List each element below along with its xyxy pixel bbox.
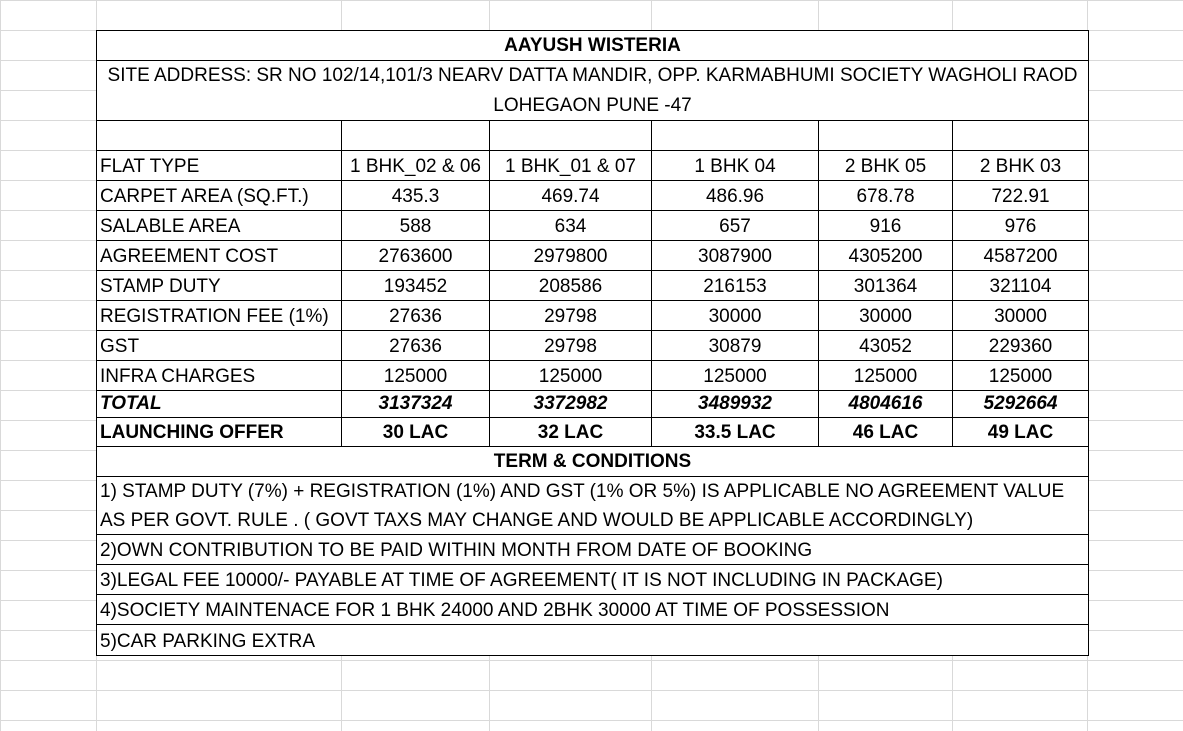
value-cell[interactable]: 43052 [819, 331, 953, 360]
total-row [97, 391, 1088, 418]
flat-type-row [97, 151, 1088, 181]
value-cell[interactable]: 722.91 [991, 186, 1050, 207]
empty-cell[interactable] [342, 121, 490, 150]
row-label[interactable]: INFRA CHARGES [97, 361, 342, 390]
total-cell[interactable]: 4804616 [819, 391, 953, 417]
terms-title[interactable]: TERM & CONDITIONS [493, 451, 692, 472]
term-row [97, 625, 1088, 655]
project-title[interactable]: AAYUSH WISTERIA [504, 35, 681, 56]
launching-offer-row [97, 418, 1088, 447]
row-label[interactable]: SALABLE AREA [97, 211, 342, 240]
value-cell[interactable]: 634 [490, 211, 652, 240]
empty-cell[interactable] [652, 121, 819, 150]
carpet-area-row [97, 181, 1088, 211]
row-label[interactable]: LAUNCHING OFFER [97, 418, 342, 446]
row-label[interactable]: TOTAL [97, 391, 342, 417]
value-cell[interactable]: 976 [1004, 216, 1037, 237]
value-cell[interactable]: 216153 [652, 271, 819, 300]
salable-area-row [97, 211, 1088, 241]
stamp-duty-row [97, 271, 1088, 301]
value-cell[interactable]: 29798 [490, 331, 652, 360]
offer-cell[interactable]: 32 LAC [490, 418, 652, 446]
gst-row [97, 331, 1088, 361]
value-cell[interactable]: 486.96 [652, 181, 819, 210]
agreement-cost-row [97, 241, 1088, 271]
value-cell[interactable]: 27636 [342, 331, 490, 360]
value-cell[interactable]: 125000 [342, 361, 490, 390]
value-cell[interactable]: 30879 [652, 331, 819, 360]
value-cell[interactable]: 321104 [989, 276, 1052, 297]
value-cell[interactable]: 27636 [342, 301, 490, 330]
flat-type-cell[interactable]: 1 BHK_01 & 07 [490, 151, 652, 180]
term-text[interactable]: 2)OWN CONTRIBUTION TO BE PAID WITHIN MONTH FROM DATE OF BOOKING [100, 540, 813, 561]
value-cell[interactable]: 469.74 [490, 181, 652, 210]
value-cell[interactable]: 125000 [652, 361, 819, 390]
term-row [97, 565, 1088, 595]
value-cell[interactable]: 30000 [819, 301, 953, 330]
price-sheet-table [96, 30, 1089, 656]
offer-cell[interactable]: 46 LAC [819, 418, 953, 446]
row-label[interactable]: CARPET AREA (SQ.FT.) [97, 181, 342, 210]
value-cell[interactable]: 208586 [490, 271, 652, 300]
offer-cell[interactable]: 33.5 LAC [652, 418, 819, 446]
value-cell[interactable]: 2763600 [342, 241, 490, 270]
flat-type-cell[interactable]: 2 BHK 03 [979, 156, 1062, 177]
value-cell[interactable]: 435.3 [342, 181, 490, 210]
infra-charges-row [97, 361, 1088, 391]
site-address[interactable]: SITE ADDRESS: SR NO 102/14,101/3 NEARV DATTA MANDIR, OPP. KARMABHUMI SOCIETY WAGHOLI RAOD LOHEGAON PUNE -47 [107, 64, 1078, 116]
value-cell[interactable]: 2979800 [490, 241, 652, 270]
term-text[interactable]: 1) STAMP DUTY (7%) + REGISTRATION (1%) AND GST (1% OR 5%) IS APPLICABLE NO AGREEMENT VALUE AS PER GOVT. RULE . ( GOVT TAXS MAY CHANGE AND WOULD BE APPLICABLE ACCORDINGLY) [100, 480, 1065, 531]
term-text[interactable]: 4)SOCIETY MAINTENACE FOR 1 BHK 24000 AND 2BHK 30000 AT TIME OF POSSESSION [100, 600, 890, 621]
row-label[interactable]: FLAT TYPE [97, 151, 342, 180]
row-label[interactable]: AGREEMENT COST [97, 241, 342, 270]
flat-type-cell[interactable]: 2 BHK 05 [819, 151, 953, 180]
value-cell[interactable]: 193452 [342, 271, 490, 300]
value-cell[interactable]: 588 [342, 211, 490, 240]
value-cell[interactable]: 4587200 [983, 246, 1058, 267]
registration-fee-row [97, 301, 1088, 331]
value-cell[interactable]: 657 [652, 211, 819, 240]
term-row [97, 535, 1088, 565]
flat-type-cell[interactable]: 1 BHK_02 & 06 [342, 151, 490, 180]
value-cell[interactable]: 30000 [994, 306, 1047, 327]
total-cell[interactable]: 3137324 [342, 391, 490, 417]
blank-row [97, 121, 1088, 151]
row-label[interactable]: REGISTRATION FEE (1%) [97, 301, 342, 330]
term-row [97, 477, 1088, 535]
value-cell[interactable]: 678.78 [819, 181, 953, 210]
value-cell[interactable]: 3087900 [652, 241, 819, 270]
empty-cell[interactable] [97, 121, 342, 150]
title-row [97, 31, 1088, 61]
total-cell[interactable]: 3372982 [490, 391, 652, 417]
offer-cell[interactable]: 30 LAC [342, 418, 490, 446]
empty-cell[interactable] [490, 121, 652, 150]
offer-cell[interactable]: 49 LAC [987, 422, 1054, 443]
total-cell[interactable]: 5292664 [983, 393, 1058, 414]
terms-header-row [97, 447, 1088, 477]
term-text[interactable]: 5)CAR PARKING EXTRA [100, 631, 316, 652]
value-cell[interactable]: 125000 [819, 361, 953, 390]
total-cell[interactable]: 3489932 [652, 391, 819, 417]
row-label[interactable]: GST [97, 331, 342, 360]
term-row [97, 595, 1088, 625]
value-cell[interactable]: 125000 [490, 361, 652, 390]
value-cell[interactable]: 4305200 [819, 241, 953, 270]
empty-cell[interactable] [819, 121, 953, 150]
value-cell[interactable]: 229360 [988, 336, 1053, 357]
flat-type-cell[interactable]: 1 BHK 04 [652, 151, 819, 180]
row-label[interactable]: STAMP DUTY [97, 271, 342, 300]
value-cell[interactable]: 125000 [988, 366, 1053, 387]
value-cell[interactable]: 916 [819, 211, 953, 240]
value-cell[interactable]: 30000 [652, 301, 819, 330]
address-row [97, 61, 1088, 121]
empty-cell[interactable] [953, 121, 1088, 150]
value-cell[interactable]: 29798 [490, 301, 652, 330]
term-text[interactable]: 3)LEGAL FEE 10000/- PAYABLE AT TIME OF AGREEMENT( IT IS NOT INCLUDING IN PACKAGE) [100, 570, 943, 591]
value-cell[interactable]: 301364 [819, 271, 953, 300]
